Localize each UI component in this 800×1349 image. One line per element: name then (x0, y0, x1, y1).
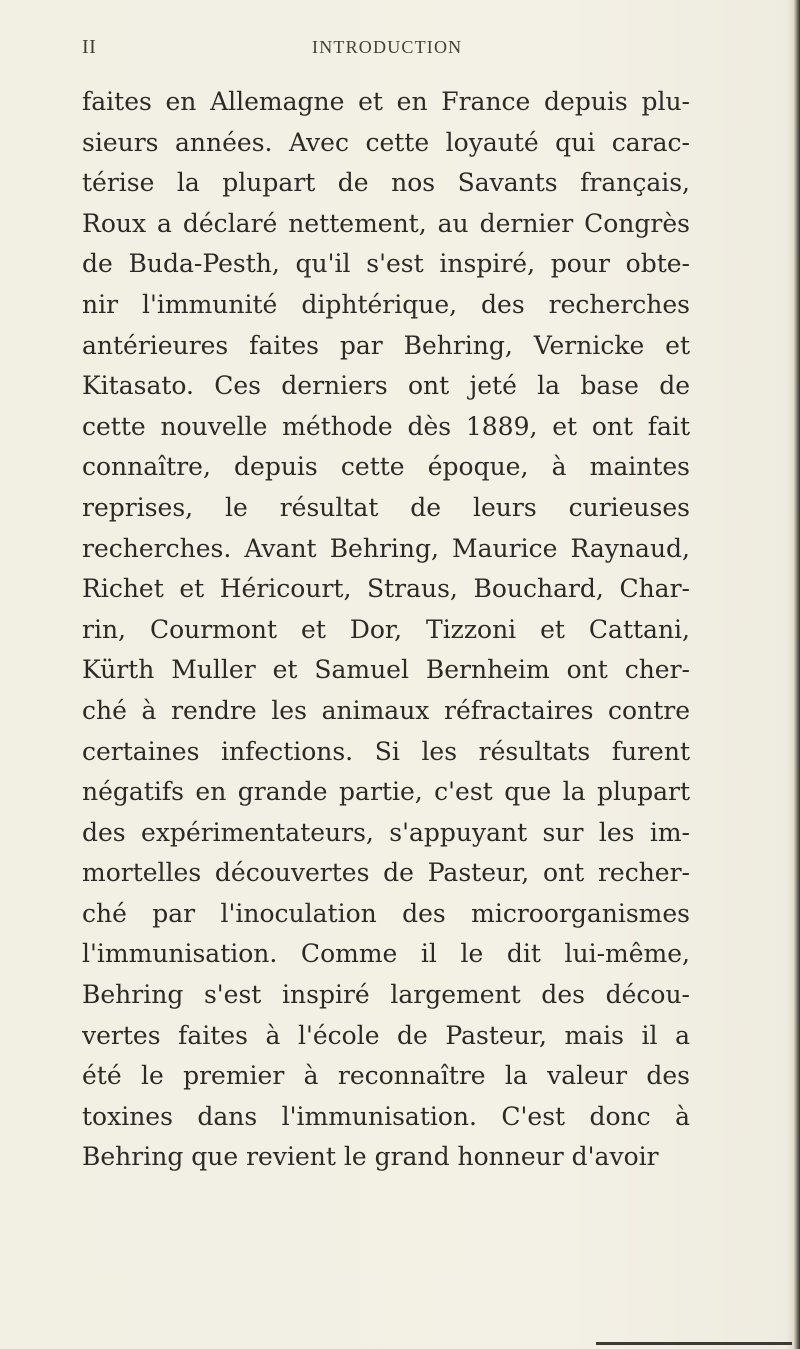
text-line: Kitasato. Ces derniers ont jeté la base de (82, 371, 690, 401)
text-line: Roux a déclaré nettement, au dernier Congrès (82, 208, 690, 238)
text-line: cette nouvelle méthode dès 1889, et ont fait (82, 411, 690, 441)
text-line: rin, Courmont et Dor, Tizzoni et Cattani, (82, 614, 690, 644)
text-line: Richet et Héricourt, Straus, Bouchard, Char- (82, 574, 690, 604)
text-line: vertes faites à l'école de Pasteur, mais il a (82, 1020, 690, 1050)
text-line: été le premier à reconnaître la valeur des (82, 1061, 690, 1091)
page-number: II (82, 36, 97, 58)
text-line: toxines dans l'immunisation. C'est donc à (82, 1101, 690, 1131)
text-line: Behring s'est inspiré largement des décou- (82, 980, 690, 1010)
text-line: reprises, le résultat de leurs curieuses (82, 492, 690, 522)
text-line: ché par l'inoculation des microorganismes (82, 898, 690, 928)
text-line: faites en Allemagne et en France depuis plu- (82, 87, 690, 116)
text-line: nir l'immunité diphtérique, des recherches (82, 289, 690, 319)
text-line: Kürth Muller et Samuel Bernheim ont cher- (82, 655, 690, 685)
text-line: mortelles découvertes de Pasteur, ont recher- (82, 858, 690, 888)
page-header (82, 36, 682, 68)
text-line: négatifs en grande partie, c'est que la plupart (82, 777, 690, 807)
page-bottom-edge (596, 1342, 792, 1345)
text-line: des expérimentateurs, s'appuyant sur les im- (82, 817, 690, 847)
text-line: connaître, depuis cette époque, à maintes (82, 452, 690, 482)
text-line: térise la plupart de nos Savants français, (82, 168, 690, 198)
text-line: ché à rendre les animaux réfractaires contre (82, 695, 690, 725)
page-edge-shadow (786, 0, 800, 1349)
running-head: INTRODUCTION (312, 37, 463, 57)
text-line: certaines infections. Si les résultats furent (82, 736, 690, 766)
body-text (82, 82, 690, 1178)
text-line: l'immunisation. Comme il le dit lui-même, (82, 939, 690, 969)
text-line: Behring que revient le grand honneur d'avoir (82, 1142, 659, 1172)
text-line: antérieures faites par Behring, Vernicke et (82, 330, 690, 360)
text-line: recherches. Avant Behring, Maurice Raynaud, (82, 533, 690, 563)
text-line: sieurs années. Avec cette loyauté qui carac- (82, 127, 690, 157)
text-line: de Buda-Pesth, qu'il s'est inspiré, pour obte- (82, 249, 690, 279)
